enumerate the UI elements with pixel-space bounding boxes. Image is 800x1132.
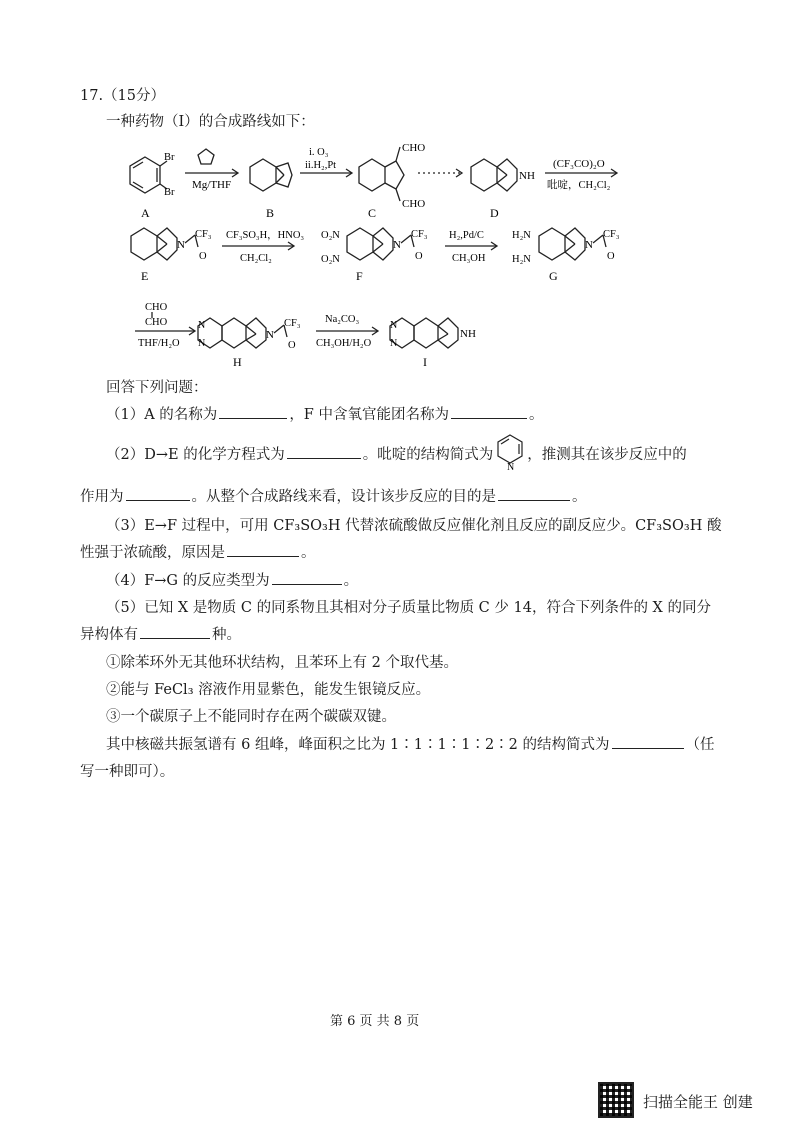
- h-n-1: N: [198, 320, 206, 331]
- synthesis-scheme: [0, 135, 800, 375]
- r8-above: Na₂CO₃: [325, 314, 360, 325]
- pyridine-n: N: [507, 462, 515, 471]
- q2-text-d: 作用为: [80, 489, 124, 505]
- answer-intro: 回答下列问题：: [106, 380, 208, 396]
- q3-line-1: （3）E→F 过程中，可用 CF₃SO₃H 代替浓硫酸做反应催化剂且反应的副反应少。CF₃SO₃H 酸: [106, 518, 722, 534]
- q5-text-b: 异构体有: [80, 627, 138, 643]
- question-intro: 一种药物（I）的合成路线如下：: [106, 114, 315, 130]
- q2-text-e: 。从整个合成路线来看，设计该步反应的目的是: [191, 489, 496, 505]
- label-b: B: [266, 206, 275, 220]
- compound-e: [131, 228, 157, 260]
- q2-text-a: （2）D→E 的化学方程式为: [106, 447, 285, 463]
- c-cho-1: CHO: [402, 142, 426, 154]
- q2-text-b: 。吡啶的结构简式为: [362, 447, 494, 463]
- q5-text-e: （任: [685, 737, 715, 753]
- q1-blank-2[interactable]: [451, 404, 527, 419]
- q4-text-a: （4）F→G 的反应类型为: [106, 573, 270, 589]
- d-nh: NH: [519, 170, 535, 182]
- r5-below: CH₂Cl₂: [240, 253, 272, 264]
- q5-text-c: 种。: [212, 627, 241, 643]
- h-o: O: [288, 340, 296, 351]
- q5-condition-3: ③一个碳原子上不能同时存在两个碳碳双键。: [106, 709, 396, 725]
- q5-line-7: 写一种即可）。: [80, 764, 175, 780]
- g-nh2-b: H₂N: [512, 254, 531, 265]
- q5-condition-2: ②能与 FeCl₃ 溶液作用显紫色，能发生银镜反应。: [106, 682, 431, 698]
- r8-below: CH₃OH/H₂O: [316, 338, 372, 349]
- page-footer: 第 6 页 共 8 页: [330, 1014, 420, 1029]
- i-nh: NH: [460, 328, 476, 340]
- q2-text-c: ，推测其在该步反应中的: [527, 447, 687, 463]
- q4-blank[interactable]: [272, 570, 342, 585]
- label-d: D: [490, 206, 499, 220]
- compound-g: [539, 228, 565, 260]
- h-n-2: N: [198, 338, 206, 349]
- q5-blank-1[interactable]: [140, 624, 210, 639]
- f-o: O: [415, 251, 423, 262]
- question-number: 17.（15分）: [80, 88, 166, 104]
- r7-cho-2: CHO: [145, 317, 168, 328]
- a-substituent-1: Br: [164, 152, 175, 163]
- pyridine-icon: [493, 431, 527, 471]
- a-substituent-2: Br: [164, 187, 175, 198]
- q2-blank-1[interactable]: [287, 444, 361, 459]
- r5-above: CF₃SO₃H，HNO₃: [226, 230, 305, 241]
- r6-above: H₂,Pd/C: [449, 230, 484, 241]
- label-g: G: [549, 269, 558, 283]
- compound-b: [250, 159, 276, 191]
- watermark-text: 扫描全能王 创建: [643, 1093, 753, 1111]
- q2-blank-2[interactable]: [126, 486, 190, 501]
- compound-f: [347, 228, 373, 260]
- r4-above: (CF₃CO)₂O: [553, 158, 605, 170]
- q5-line-1: （5）已知 X 是物质 C 的同系物且其相对分子质量比物质 C 少 14，符合下列条件的 X 的同分: [106, 600, 711, 616]
- f-n: N: [393, 239, 401, 251]
- f-no2-b: O₂N: [321, 254, 340, 265]
- qr-code-icon: [598, 1082, 634, 1118]
- compound-c: [359, 159, 385, 191]
- g-n: N: [585, 239, 593, 251]
- q5-line-2: [80, 624, 241, 645]
- g-nh2-a: H₂N: [512, 230, 531, 241]
- q1: [106, 404, 543, 425]
- g-cf3: CF₃: [603, 229, 620, 240]
- label-c: C: [368, 206, 377, 220]
- q5-text-d: 其中核磁共振氢谱有 6 组峰，峰面积之比为 1∶1∶1∶1∶2∶2 的结构简式为: [106, 737, 610, 753]
- q1-text-c: 。: [528, 407, 544, 423]
- r2-above-2: ii.H₂,Pt: [305, 160, 337, 171]
- r1-below: Mg/THF: [192, 179, 232, 191]
- h-n-3: N: [266, 329, 274, 341]
- q1-text-b: ，F 中含氧官能团名称为: [289, 407, 449, 423]
- pyridine-structure: [493, 445, 527, 471]
- compound-a-ring: [130, 157, 160, 193]
- q2-text-f: 。: [572, 489, 587, 505]
- q1-blank-1[interactable]: [219, 404, 287, 419]
- h-cf3: CF₃: [284, 318, 301, 329]
- q5-blank-2[interactable]: [612, 734, 684, 749]
- label-i: I: [423, 355, 427, 369]
- label-h: H: [233, 355, 242, 369]
- q2-line-2: [80, 486, 587, 507]
- i-n-1: N: [390, 320, 398, 331]
- compound-d: [471, 159, 497, 191]
- cyclopentadiene-reagent: [198, 149, 214, 164]
- label-a: A: [141, 206, 150, 220]
- e-o: O: [199, 251, 207, 262]
- q3-text-b: 性强于浓硫酸，原因是: [80, 545, 225, 561]
- q5-line-6: [106, 734, 715, 755]
- f-cf3: CF₃: [411, 229, 428, 240]
- label-e: E: [141, 269, 149, 283]
- e-n: N: [177, 239, 185, 251]
- q4: [106, 570, 358, 591]
- c-cho-2: CHO: [402, 198, 426, 210]
- q3-blank[interactable]: [227, 542, 299, 557]
- i-n-2: N: [390, 338, 398, 349]
- q3-line-2: [80, 542, 316, 563]
- q2-blank-3[interactable]: [498, 486, 570, 501]
- r4-below: 吡啶，CH₂Cl₂: [547, 180, 611, 191]
- r6-below: CH₃OH: [452, 253, 486, 264]
- q1-text-a: （1）A 的名称为: [106, 407, 218, 423]
- r2-above-1: i. O₃: [309, 147, 329, 158]
- r7-cho-1: CHO: [145, 302, 168, 313]
- q3-text-c: 。: [301, 545, 316, 561]
- g-o: O: [607, 251, 615, 262]
- q2-line-1: [106, 444, 687, 471]
- q4-text-b: 。: [343, 573, 359, 589]
- f-no2-a: O₂N: [321, 230, 340, 241]
- label-f: F: [356, 269, 363, 283]
- e-cf3: CF₃: [195, 229, 212, 240]
- q5-condition-1: ①除苯环外无其他环状结构，且苯环上有 2 个取代基。: [106, 655, 458, 671]
- r7-below: THF/H₂O: [138, 338, 180, 349]
